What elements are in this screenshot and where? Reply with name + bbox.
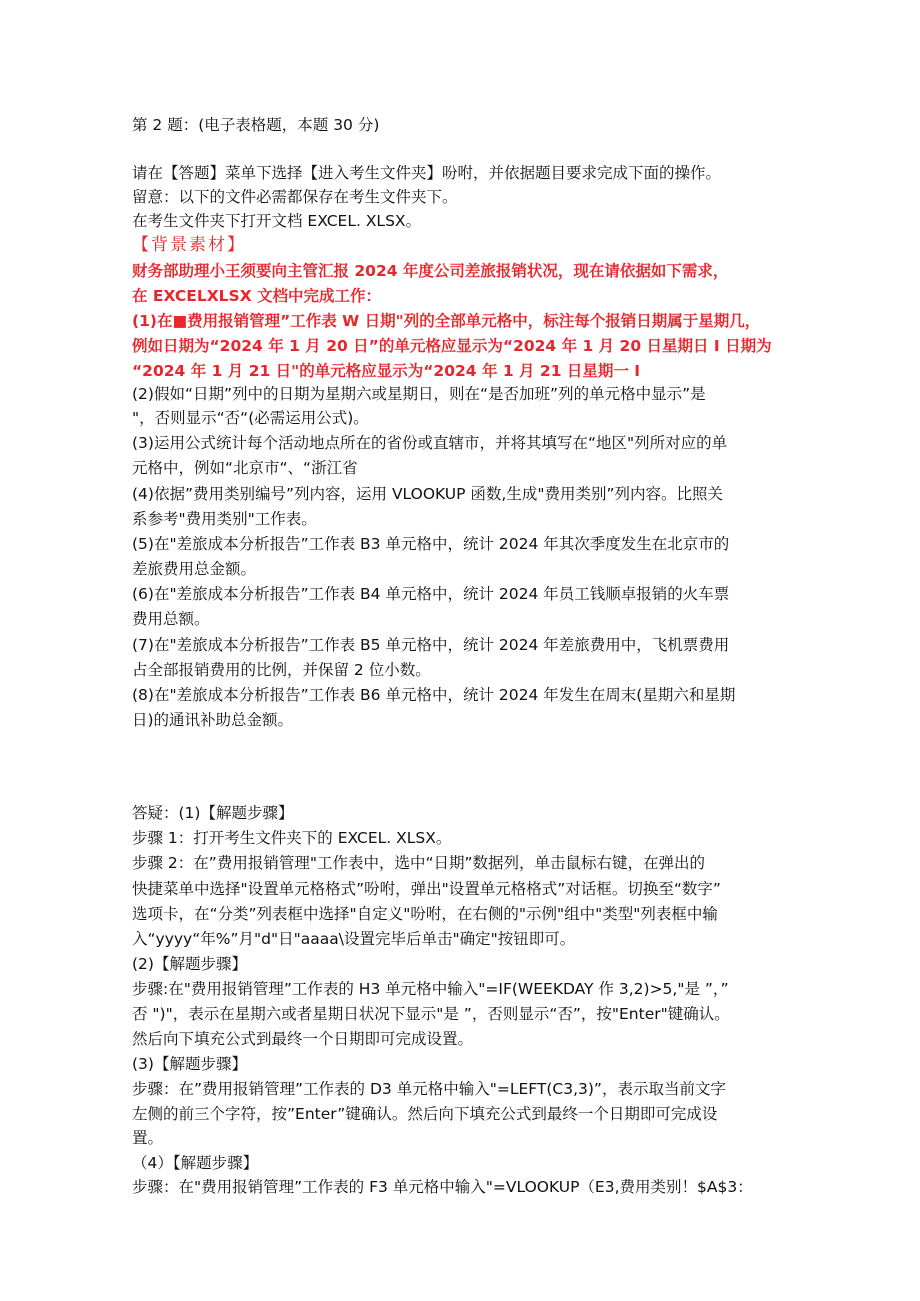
answer-line: 步骤 2：在”费用报销管理"工作表中，选中“日期”数据列，单击鼠标右键，在弹出的 bbox=[132, 854, 706, 872]
background-line: (1)在■费用报销管理”工作表 W 日期"列的全部单元格中，标注每个报销日期属于星期几， bbox=[132, 312, 761, 330]
answer-line: 左侧的前三个字符，按”Enter”键确认。然后向下填充公式到最终一个日期即可完成设 bbox=[132, 1105, 718, 1123]
task-line: "，否则显示“否“(必需运用公式)。 bbox=[132, 409, 369, 427]
answer-line: 置。 bbox=[132, 1129, 164, 1147]
task-line: 占全部报销费用的比例，并保留 2 位小数。 bbox=[132, 661, 431, 679]
answer-line: 入“yyyy“年%”月"d"日"aaaa\设置完毕后单击"确定"按钮即可。 bbox=[132, 930, 576, 948]
background-heading: 【背景素材】 bbox=[132, 235, 246, 255]
task-line: 日)的通讯补助总金额。 bbox=[132, 711, 294, 729]
task-line: (2)假如“日期”列中的日期为星期六或星期日，则在“是否加班”列的单元格中显示”是 bbox=[132, 385, 706, 403]
background-line: 在 EXCELXLSX 文档中完成工作： bbox=[132, 287, 382, 305]
answer-line: 步骤：在"费用报销管理”工作表的 F3 单元格中输入"=VLOOKUP（E3,费用类别！$A$3： bbox=[132, 1178, 753, 1196]
task-line: (4)依据”费用类别编号”列内容，运用 VLOOKUP 函数,生成"费用类别”列内容。比照关 bbox=[132, 485, 723, 503]
answer-line: 答疑：(1)【解题步骤】 bbox=[132, 804, 294, 822]
instruction-line: 在考生文件夹下打开文档 EXCEL. XLSX。 bbox=[132, 212, 422, 230]
answer-line: 步骤：在”费用报销管理”工作表的 D3 单元格中输入"=LEFT(C3,3)”，表示取当前文字 bbox=[132, 1080, 726, 1098]
task-line: 元格中，例如“北京市“、“浙江省 bbox=[132, 459, 358, 477]
answer-line: (3)【解题步骤】 bbox=[132, 1055, 247, 1073]
task-line: (6)在"差旅成本分析报告”工作表 B4 单元格中，统计 2024 年员工钱顺卓报销的火车票 bbox=[132, 585, 730, 603]
answer-line: 然后向下填充公式到最终一个日期即可完成设置。 bbox=[132, 1030, 474, 1048]
question-title: 第 2 题：(电子表格题，本题 30 分) bbox=[132, 116, 380, 134]
background-line: 财务部助理小王须要向主管汇报 2024 年度公司差旅报销状况，现在请依据如下需求， bbox=[132, 262, 729, 280]
answer-line: 快捷菜单中选择"设置单元格格式”吩咐，弹出"设置单元格格式”对话框。切换至“数字” bbox=[132, 880, 721, 898]
task-line: 系参考"费用类别"工作表。 bbox=[132, 510, 317, 528]
task-line: (5)在"差旅成本分析报告”工作表 B3 单元格中，统计 2024 年其次季度发生在北京市的 bbox=[132, 535, 730, 553]
task-line: (3)运用公式统计每个活动地点所在的省份或直辖市，并将其填写在“地区"列所对应的单 bbox=[132, 434, 728, 452]
instruction-line: 留意：以下的文件必需都保存在考生文件夹下。 bbox=[132, 188, 458, 206]
task-line: (7)在"差旅成本分析报告”工作表 B5 单元格中，统计 2024 年差旅费用中，飞机票费用 bbox=[132, 636, 730, 654]
answer-line: (2)【解题步骤】 bbox=[132, 955, 247, 973]
background-line: “2024 年 1 月 21 日"的单元格应显示为“2024 年 1 月 21 日星期一 I bbox=[132, 362, 641, 380]
instruction-line: 请在【答题】菜单下选择【进入考生文件夹】吩咐，并依据题目要求完成下面的操作。 bbox=[132, 164, 722, 182]
answer-line: 步骤:在"费用报销管理”工作表的 H3 单元格中输入"=IF(WEEKDAY 作 3,2)>5,"是 ”，” bbox=[132, 980, 729, 998]
task-line: 费用总额。 bbox=[132, 610, 210, 628]
answer-line: 否 ")"，表示在星期六或者星期日状况下显示"是 ”，否则显示“否”，按"Enter"键确认。 bbox=[132, 1005, 730, 1023]
answer-line: （4）【解题步骤】 bbox=[132, 1154, 259, 1172]
task-line: 差旅费用总金额。 bbox=[132, 560, 257, 578]
task-line: (8)在"差旅成本分析报告”工作表 B6 单元格中，统计 2024 年发生在周末(星期六和星期 bbox=[132, 686, 736, 704]
answer-line: 选项卡，在“分类”列表框中选择"自定义"吩咐，在右侧的"示例"组中"类型"列表框中输 bbox=[132, 905, 718, 923]
background-line: 例如日期为“2024 年 1 月 20 日”的单元格应显示为“2024 年 1 月 20 日星期日 I 日期为 bbox=[132, 337, 772, 355]
answer-line: 步骤 1：打开考生文件夹下的 EXCEL. XLSX。 bbox=[132, 829, 452, 847]
